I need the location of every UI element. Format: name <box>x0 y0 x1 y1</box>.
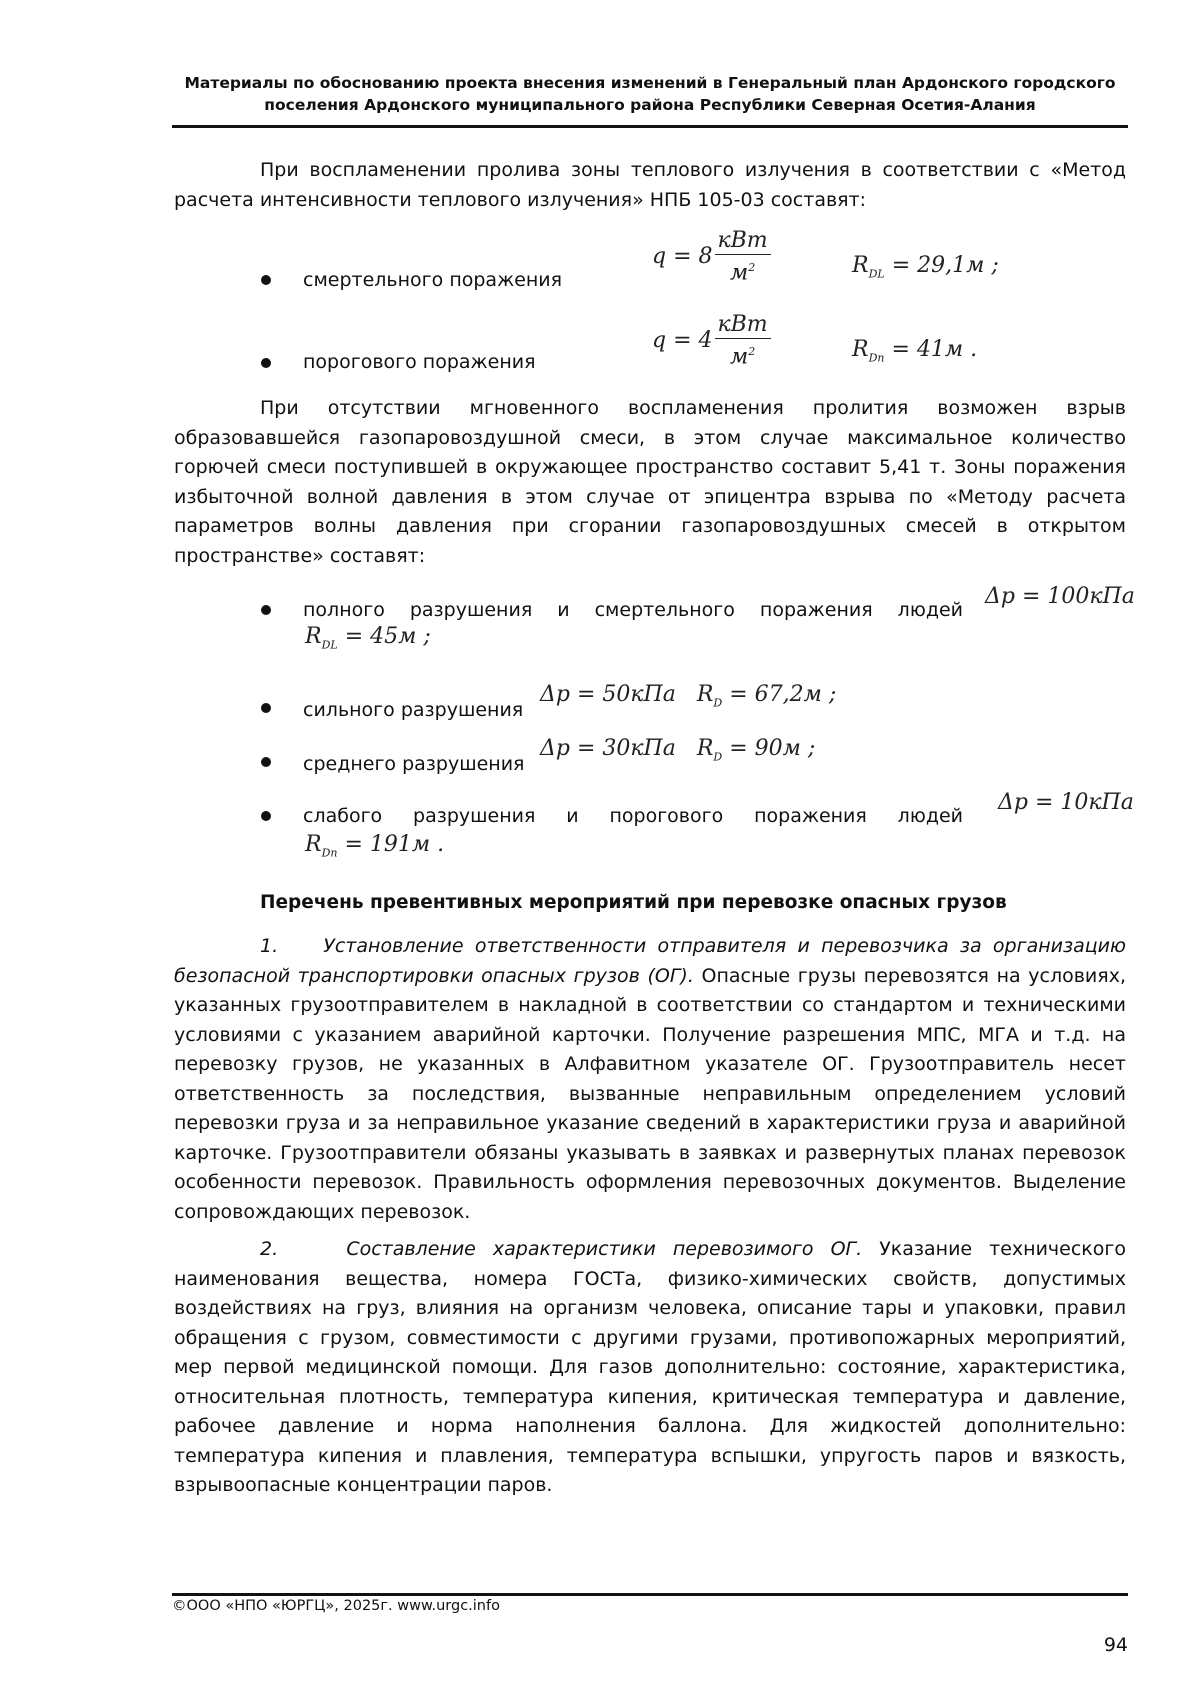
blast-item-full-dp-formula: Δp = 100кПа <box>985 584 1135 609</box>
bullet-dot <box>261 811 271 821</box>
blast-item-full-r-formula: $R_{DL} = 45м$ ; <box>305 624 431 652</box>
blast-item-strong-formula: Δp = 50кПа $R_D = 67,2м$ ; <box>540 682 837 710</box>
header-divider <box>172 125 1128 128</box>
blast-item-medium-formula: Δp = 30кПа $R_D = 90м$ ; <box>540 736 816 764</box>
thermal-item-lethal-r-formula: $R_{DL} = 29,1м$ ; <box>852 253 999 281</box>
bullet-dot <box>261 358 271 368</box>
thermal-item-lethal-label: смертельного поражения <box>303 269 563 291</box>
thermal-item-threshold-label: порогового поражения <box>303 351 536 373</box>
measure-item-1-text: Опасные грузы перевозятся на условиях, указанных грузоотправителем в накладной в соответствии со стандартом и техническими условиями с указанием аварийной карточки. Получение разрешения МПС, МГА и т.д. на перевозку грузов, не указанных в Алфавитном указателе ОГ. Грузоотправитель несет ответственность за последствия, вызванные неправильным определением условий перевозки груза и за неправильное указание сведений в характеристики груза и аварийной карточке. Грузоотправители обязаны указывать в заявках и развернутых планах перевозок особенности перевозок. Правильность оформления перевозочных документов. Выделение сопровождающих перевозок. <box>174 964 1126 1223</box>
measure-item-1-number: 1. <box>260 935 279 957</box>
intro-paragraph <box>174 156 1126 215</box>
footer-divider <box>172 1593 1128 1596</box>
document-header <box>172 72 1128 116</box>
measure-item-2-title: Составление характеристики перевозимого ОГ. <box>346 1238 863 1260</box>
measure-item-2-number: 2. <box>260 1238 279 1260</box>
bullet-dot <box>261 757 271 767</box>
page-number: 94 <box>1103 1634 1128 1656</box>
blast-item-weak-label: слабого разрушения и порогового поражения людей <box>303 805 963 827</box>
intro-line-2: расчета интенсивности теплового излучения» НПБ 105-03 составят: <box>174 188 867 211</box>
bullet-dot <box>261 275 271 285</box>
footer-copyright: ©ООО «НПО «ЮРГЦ», 2025г. www.urgc.info <box>172 1598 500 1614</box>
measure-item-1 <box>174 932 1126 1227</box>
blast-item-full-label: полного разрушения и смертельного поражения людей <box>303 599 963 621</box>
thermal-item-threshold-q-formula: q = 4 $\frac{\text{кВт}}{м^2}$ <box>652 312 771 370</box>
bullet-dot <box>261 703 271 713</box>
intro-line-1: При воспламенении пролива зоны теплового излучения в соответствии с «Метод <box>260 159 1126 181</box>
blast-item-weak-r-formula: $R_{Dп} = 191м$ . <box>305 832 445 860</box>
blast-item-strong-label: сильного разрушения <box>303 699 524 721</box>
measure-item-2-text: Указание технического наименования вещества, номера ГОСТа, физико-химических свойств, допустимых воздействиях на груз, влияния на организм человека, описание тары и упаковки, правил обращения с грузом, совместимости с другими грузами, противопожарных мероприятий, мер первой медицинской помощи. Для газов дополнительно: состояние, характеристика, относительная плотность, температура кипения, критическая температура и давление, рабочее давление и норма наполнения баллона. Для жидкостей дополнительно: температура кипения и плавления, температура вспышки, упругость паров и вязкость, взрывоопасные концентрации паров. <box>174 1238 1126 1496</box>
measure-item-1-title: Установление ответственности отправителя и перевозчика за организацию безопасной транспортировки опасных грузов (ОГ). <box>174 935 1126 987</box>
header-line-1: Материалы по обоснованию проекта внесения изменений в Генеральный план Ардонского городского <box>184 74 1116 92</box>
blast-item-medium-label: среднего разрушения <box>303 753 525 775</box>
measure-item-2 <box>174 1235 1126 1501</box>
explosion-paragraph: При отсутствии мгновенного воспламенения пролития возможен взрыв образовавшейся газопаровоздушной смеси, в этом случае максимальное количество горючей смеси поступившей в окружающее пространство составит 5,41 т. Зоны поражения избыточной волной давления в этом случае от эпицентра взрыва по «Методу расчета параметров волны давления при сгорании газопаровоздушных смесей в открытом пространстве» составят: <box>174 397 1126 567</box>
section-title: Перечень превентивных мероприятий при перевозке опасных грузов <box>260 892 1007 913</box>
thermal-item-lethal-q-formula: q = 8 $\frac{\text{кВт}}{м^2}$ <box>652 228 771 286</box>
blast-item-weak-dp-formula: Δp = 10кПа <box>998 790 1134 815</box>
bullet-dot <box>261 605 271 615</box>
header-line-2: поселения Ардонского муниципального района Республики Северная Осетия-Алания <box>264 96 1036 114</box>
thermal-item-threshold-r-formula: $R_{Dп} = 41м$ . <box>852 337 978 365</box>
